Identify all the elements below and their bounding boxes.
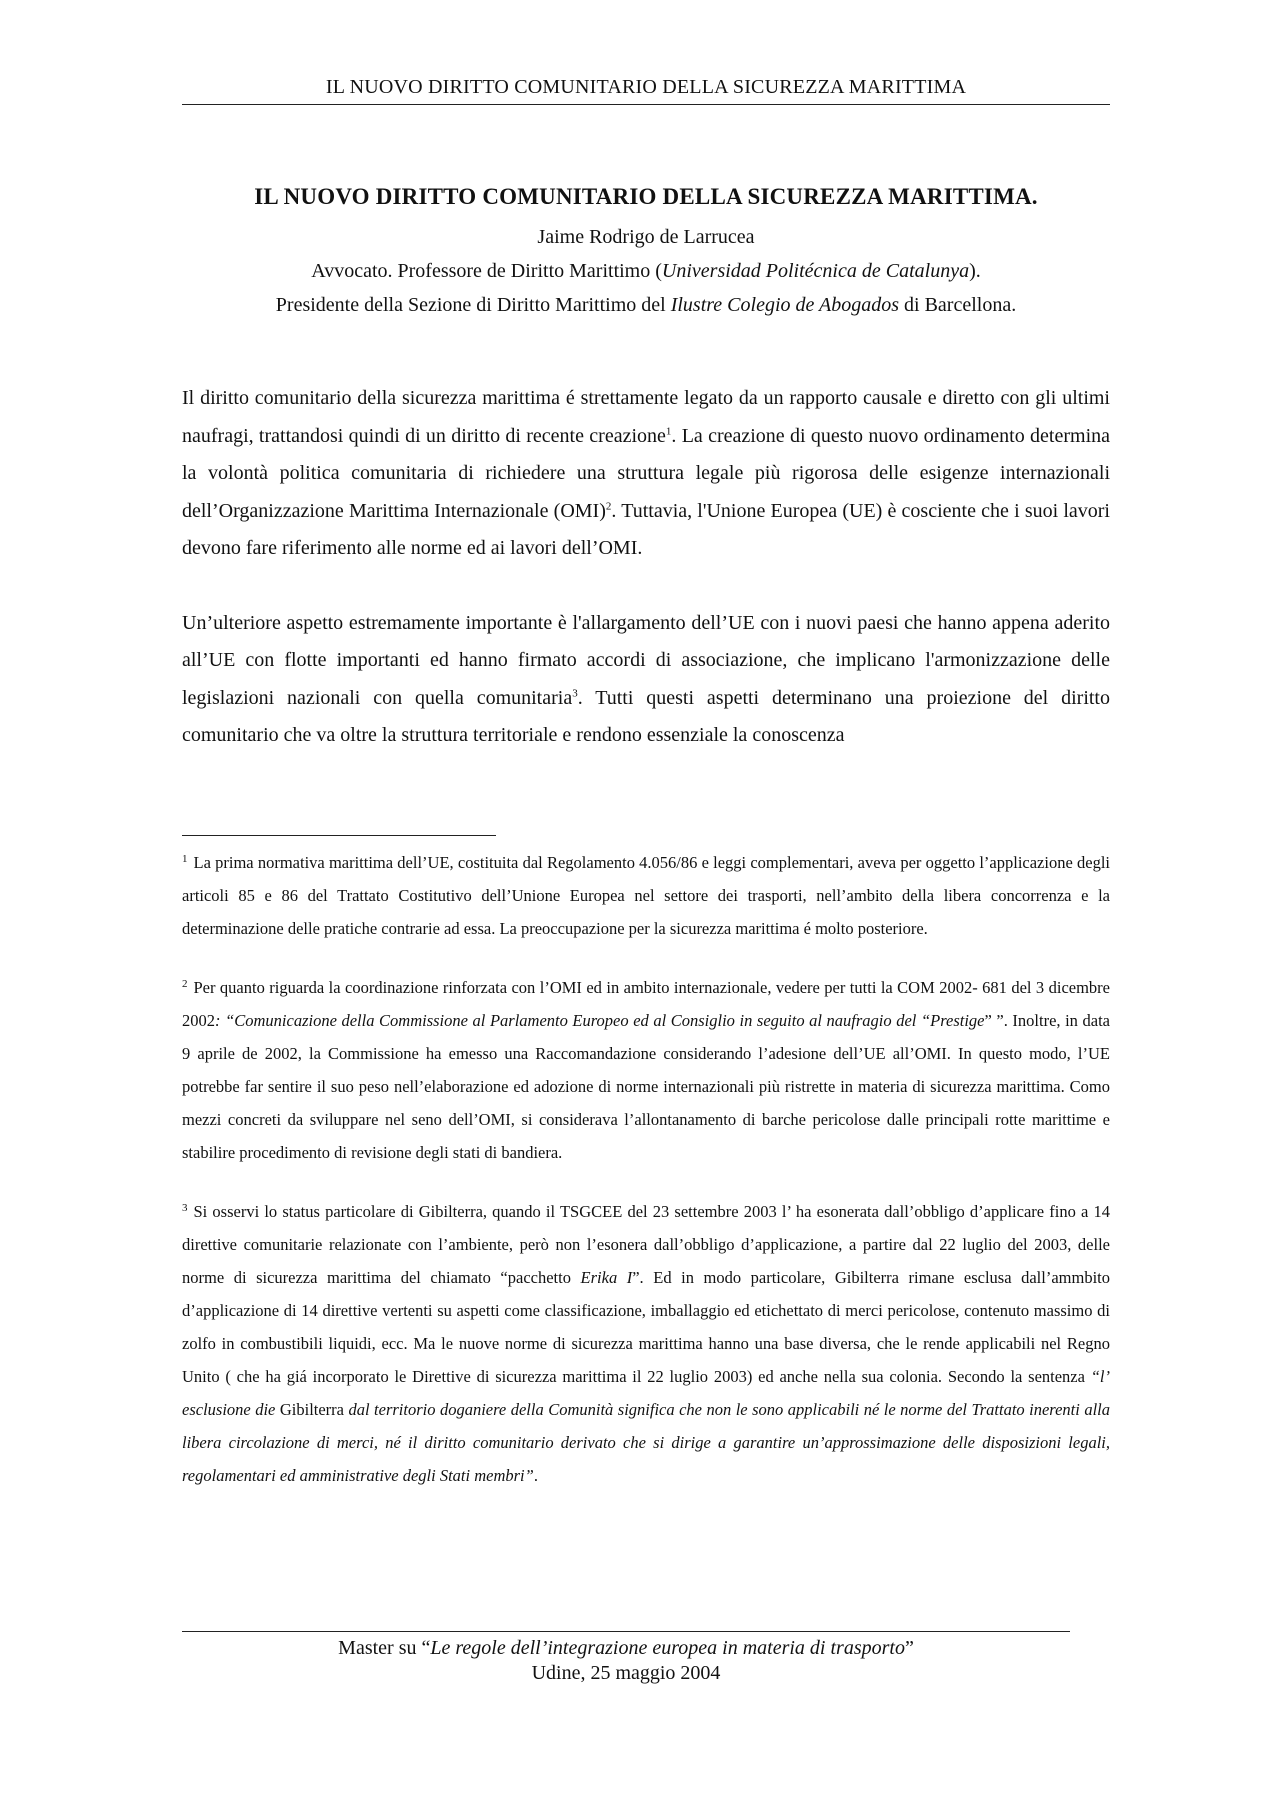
page-footer (182, 1636, 1070, 1686)
footnote-separator (182, 835, 496, 836)
footer-rule (182, 1631, 1070, 1632)
title-block (182, 184, 1110, 322)
author-name: Jaime Rodrigo de Larrucea (537, 226, 755, 248)
footer-course-line: Master su “Le regole dell’integrazione europea in materia di trasporto” (338, 1637, 914, 1659)
author-affiliation-2: Presidente della Sezione di Diritto Marittimo del Ilustre Colegio de Abogados di Barcellona. (275, 294, 1017, 316)
footnotes (182, 846, 1110, 1518)
footnote-ref-3[interactable]: 3 (572, 686, 578, 699)
footnote-3: $^3$ Si osservi lo status particolare di Gibilterra, quando il TSGCEE del 23 settembre 2003 l’ ha esonerata dall’obbligo d’applicare fino a 14 direttive comunitarie relazionate con l’ambiente, però non l’esonera dall’obbligo d’applicazione, a partire dal 22 luglio del 2003, delle norme di sicurezza marittima del chiamato “pacchetto Erika I”. Ed in modo particolare, Gibilterra rimane esclusa dall’ammbito d’applicazione di 14 direttive vertenti su aspetti come classificazione, imballaggio ed etichettato di merci pericolose, contenuto massimo di zolfo in combustibili liquidi, ecc. Ma le nuove norme di sicurezza marittima hanno una base diversa, che le rende applicabili nel Regno Unito ( che ha giá incorporato le Direttive di sicurezza marittima il 22 luglio 2003) ed anche nella sua colonia. Secondo la sentenza “l’ esclusione die Gibilterra dal territorio doganiere della Comunità significa che non le sono applicabili né le norme del Trattato inerenti alla libera circolazione di merci, né il diritto comunitario derivato che si dirige a garantire un’approssimazione delle disposizioni legali, regolamentari ed amministrative degli Stati membri”. (182, 1201, 1110, 1485)
header-rule (182, 104, 1110, 105)
footnote-2: $^2$ Per quanto riguarda la coordinazione rinforzata con l’OMI ed in ambito internazionale, vedere per tutti la COM 2002- 681 del 3 dicembre 2002: “Comunicazione della Commissione al Parlamento Europeo ed al Consiglio in seguito al naufragio del “Prestige” ”. Inoltre, in data 9 aprile de 2002, la Commissione ha emesso una Raccomandazione considerando l’adesione dell’UE all’OMI. In questo modo, l’UE potrebbe far sentire il suo peso nell’elaborazione ed adozione di norme internazionali più ristrette in materia di sicurezza marittima. Como mezzi concreti da sviluppare nel seno dell’OMI, si considerava l’allontanamento di barche pericolose dalle principali rotte marittime e stabilire procedimento di revisione degli stati di bandiera. (182, 977, 1110, 1162)
footnote-ref-2[interactable]: 2 (605, 499, 612, 512)
footer-date-line: Udine, 25 maggio 2004 (531, 1662, 721, 1684)
body-paragraph-1: Il diritto comunitario della sicurezza marittima é strettamente legato da un rapporto causale e diretto con gli ultimi naufragi, trattandosi quindi di un diritto di recente creazione$^1$. La creazione di questo nuovo ordinamento determina la volontà politica comunitaria di richiedere una struttura legale più rigorosa delle esigenze internazionali dell’Organizzazione Marittima Internazionale (OMI)$^2$. Tuttavia, l'Unione Europea (UE) è cosciente che i suoi lavori devono fare riferimento alle norme ed ai lavori dell’OMI. (182, 387, 1110, 559)
body-paragraph-2: Un’ulteriore aspetto estremamente importante è l'allargamento dell’UE con i nuovi paesi che hanno appena aderito all’UE con flotte importanti ed hanno firmato accordi di associazione, che implicano l'armonizzazione delle legislazioni nazionali con quella comunitaria$^3$. Tutti questi aspetti determinano una proiezione del diritto comunitario che va oltre la struttura territoriale e rendono essenziale la conoscenza (182, 611, 1110, 746)
footnote-1: $^1$ La prima normativa marittima dell’UE, costituita dal Regolamento 4.056/86 e leggi complementari, aveva per oggetto l’applicazione degli articoli 85 e 86 del Trattato Costitutivo dell’Unione Europea nel settore dei trasporti, nell’ambito della libera concorrenza e la determinazione delle pratiche contrarie ad essa. La preoccupazione per la sicurezza marittima é molto posteriore. (182, 852, 1110, 938)
author-affiliation-1: Avvocato. Professore de Diritto Marittimo (Universidad Politécnica de Catalunya). (311, 260, 981, 282)
footnote-ref-1[interactable]: 1 (665, 424, 672, 437)
body-text (182, 380, 1110, 792)
document-title: IL NUOVO DIRITTO COMUNITARIO DELLA SICUREZZA MARITTIMA. (254, 184, 1038, 209)
running-header: IL NUOVO DIRITTO COMUNITARIO DELLA SICUREZZA MARITTIMA (325, 76, 967, 98)
